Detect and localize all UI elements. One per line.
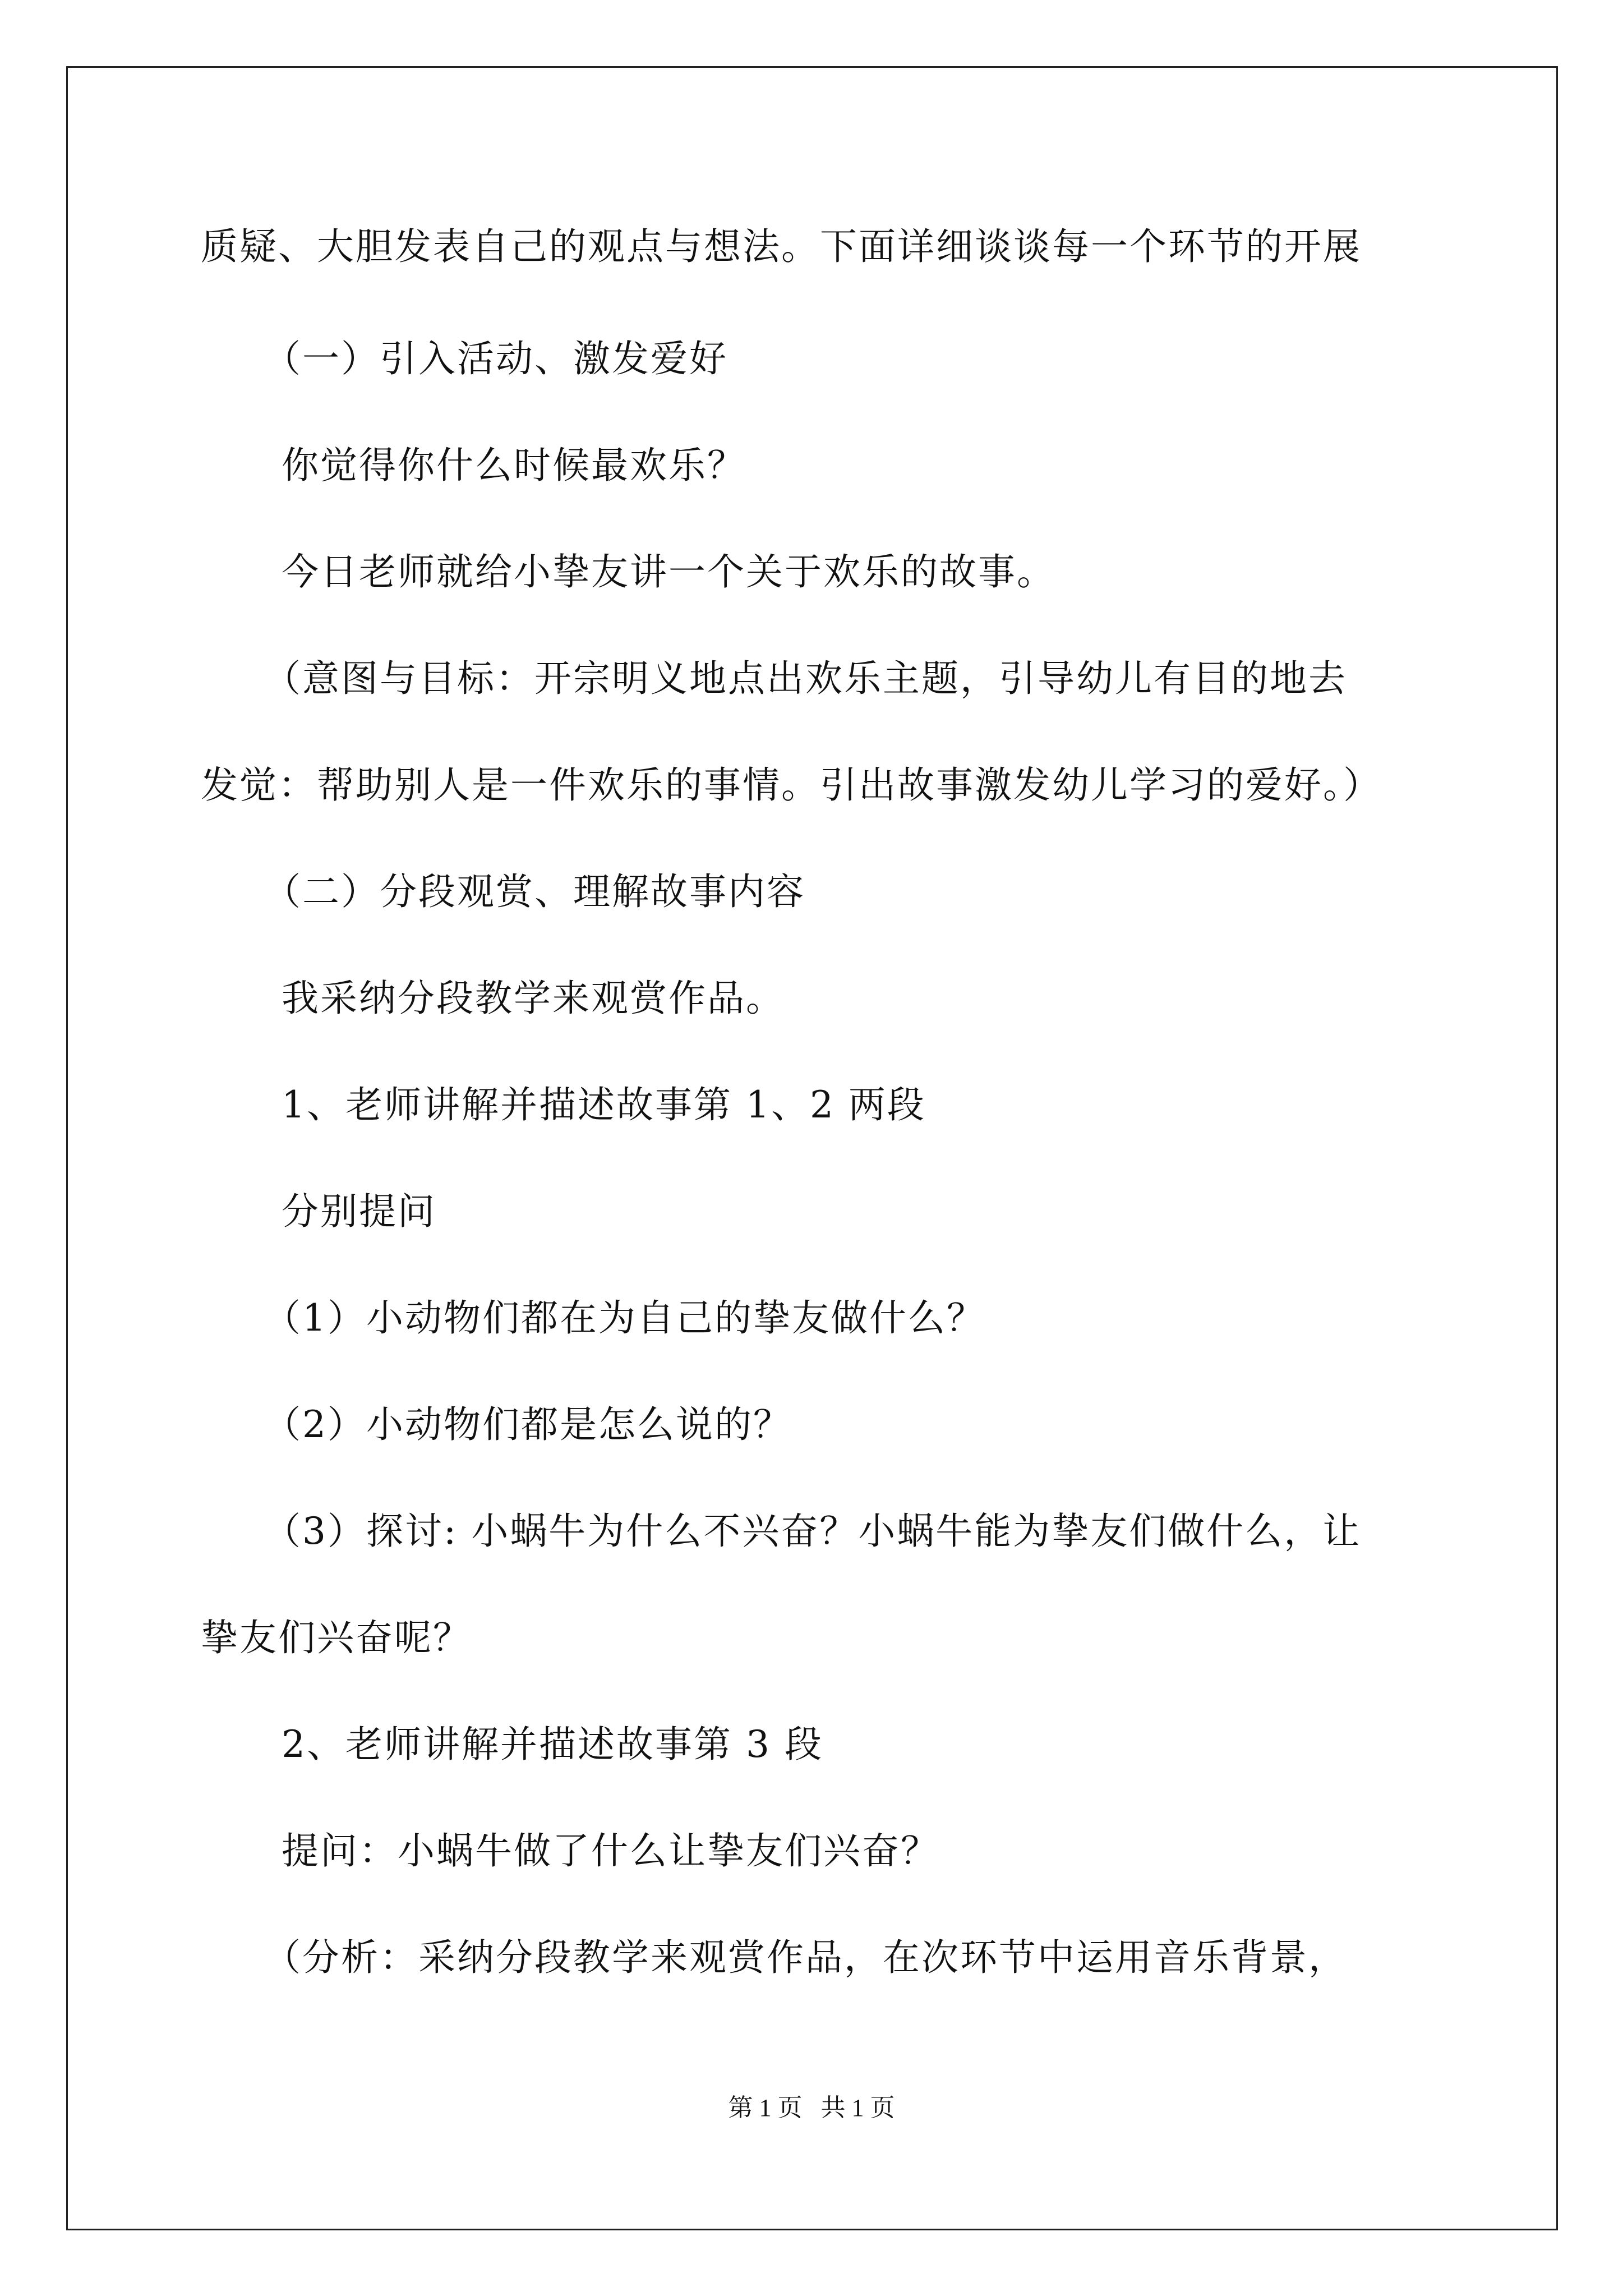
text-line-step-2: 2、老师讲解并描述故事第 3 段	[282, 1723, 823, 1766]
text-line-intent-2: 发觉：帮助别人是一件欢乐的事情。引出故事激发幼儿学习的爱好。）	[201, 763, 1382, 807]
page-number-footer: 第 1 页 共 1 页	[728, 2094, 895, 2122]
page-border	[66, 66, 1558, 2230]
text-line-step-1: 1、老师讲解并描述故事第 1、2 两段	[282, 1083, 926, 1126]
section-heading-1: （一）引入活动、激发爱好	[264, 337, 728, 380]
text-line-question-4: 提问：小蜗牛做了什么让挚友们兴奋？	[282, 1829, 939, 1872]
text-line-analysis: （分析：采纳分段教学来观赏作品，在次环节中运用音乐背景，	[264, 1936, 1347, 1979]
text-line-method: 我采纳分段教学来观赏作品。	[282, 977, 785, 1020]
text-line-intent-1: （意图与目标：开宗明义地点出欢乐主题，引导幼儿有目的地去	[264, 657, 1347, 700]
question-2: （2）小动物们都是怎么说的？	[264, 1403, 792, 1446]
text-line-question: 你觉得你什么时候最欢乐？	[282, 444, 746, 487]
text-line-teacher: 今日老师就给小挚友讲一个关于欢乐的故事。	[282, 550, 1055, 593]
question-3: （3）探讨: 小蜗牛为什么不兴奋？小蜗牛能为挚友们做什么，让	[264, 1510, 1362, 1553]
text-line-ask: 分别提问	[282, 1190, 436, 1233]
text-line-1: 质疑、大胆发表自己的观点与想法。下面详细谈谈每一个环节的开展	[201, 225, 1362, 268]
question-1: （1）小动物们都在为自己的挚友做什么？	[264, 1296, 985, 1340]
question-3-cont: 挚友们兴奋呢？	[201, 1616, 472, 1659]
section-heading-2: （二）分段观赏、理解故事内容	[264, 870, 805, 913]
